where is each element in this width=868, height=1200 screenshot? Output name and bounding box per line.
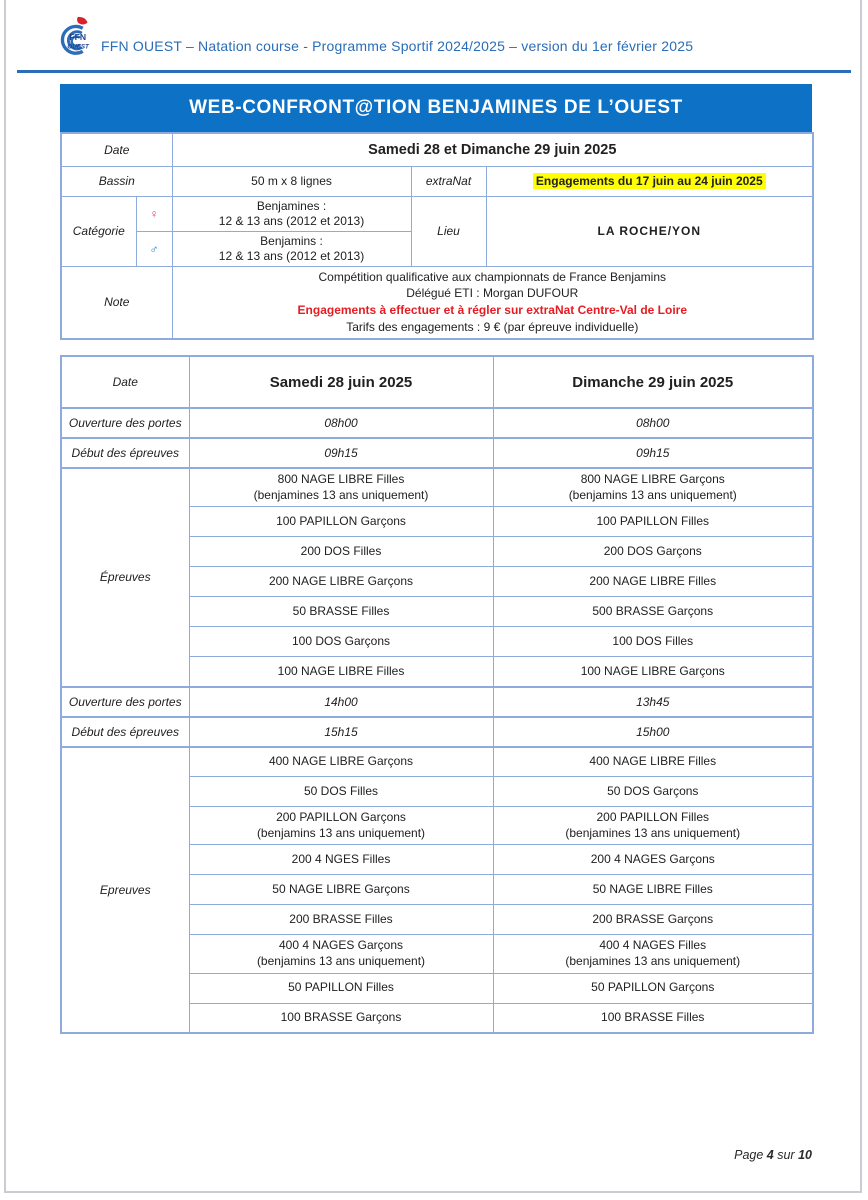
lieu-label: Lieu: [411, 196, 486, 266]
extranat-label: extraNat: [411, 166, 486, 196]
day2-time: 13h45: [493, 687, 813, 717]
day1-event-cell: [189, 1003, 493, 1033]
boys-category-line: 12 & 13 ans (2012 et 2013): [218, 248, 365, 263]
day1-time: 15h15: [189, 717, 493, 747]
day1-event-cell: [189, 468, 493, 507]
event-line: 100 DOS Filles: [612, 633, 694, 648]
schedule-time-row: [61, 438, 813, 468]
session-events-label: Epreuves: [61, 747, 189, 1033]
day2-time: 15h00: [493, 717, 813, 747]
extranat-cell: [486, 166, 813, 196]
note-line: Délégué ETI : Morgan DUFOUR: [406, 286, 579, 301]
day1-event-cell: [189, 845, 493, 875]
bassin-value: 50 m x 8 lignes: [172, 166, 411, 196]
date-value: Samedi 28 et Dimanche 29 juin 2025: [172, 133, 813, 166]
info-row-categorie-girls: [61, 196, 813, 231]
session-events-label: Épreuves: [61, 468, 189, 687]
day1-event-cell: [189, 973, 493, 1003]
event-line: (benjamines 13 ans uniquement): [565, 825, 741, 840]
day2-event-cell: [493, 537, 813, 567]
event-line: 200 PAPILLON Garçons: [276, 810, 406, 825]
note-line: Compétition qualificative aux championnats de France Benjamins: [318, 269, 667, 284]
male-icon: ♂: [136, 231, 172, 266]
footer-page-number: 4: [766, 1148, 774, 1162]
day1-event-cell: [189, 777, 493, 807]
day1-time: 08h00: [189, 408, 493, 438]
day1-event-cell: [189, 597, 493, 627]
event-line: (benjamins 13 ans uniquement): [256, 825, 426, 840]
day2-time: 09h15: [493, 438, 813, 468]
date-label: Date: [61, 133, 172, 166]
event-line: 200 NAGE LIBRE Garçons: [268, 573, 414, 588]
schedule-time-row: [61, 717, 813, 747]
event-line: (benjamins 13 ans uniquement): [256, 953, 426, 968]
female-icon: ♀: [136, 196, 172, 231]
logo-text-ouest: OUEST: [67, 43, 89, 51]
event-line: 200 BRASSE Filles: [289, 912, 393, 927]
girls-category: [172, 196, 411, 231]
day2-event-cell: [493, 845, 813, 875]
boys-category: [172, 231, 411, 266]
event-line: 800 NAGE LIBRE Filles: [277, 472, 405, 486]
event-line: 50 PAPILLON Filles: [288, 980, 394, 995]
doors-open-label: Ouverture des portes: [61, 687, 189, 717]
event-title: WEB-CONFRONT@TION BENJAMINES DE L’OUEST: [189, 97, 683, 118]
event-line: 200 DOS Garçons: [603, 543, 702, 558]
event-line: 100 BRASSE Garçons: [280, 1010, 402, 1025]
day1-time: 14h00: [189, 687, 493, 717]
day1-event-cell: [189, 627, 493, 657]
schedule-header-row: [61, 356, 813, 408]
doors-open-label: Ouverture des portes: [61, 408, 189, 438]
event-line: 500 BRASSE Garçons: [592, 603, 714, 618]
event-line: 200 4 NAGES Garçons: [590, 852, 715, 867]
day2-event-cell: [493, 597, 813, 627]
day1-event-cell: [189, 747, 493, 777]
day1-event-cell: [189, 507, 493, 537]
day2-event-cell: [493, 747, 813, 777]
boys-category-line: Benjamins :: [260, 233, 323, 248]
schedule-day1-header: Samedi 28 juin 2025: [189, 356, 493, 408]
event-line: 200 4 NGES Filles: [291, 852, 391, 867]
event-line: 100 NAGE LIBRE Filles: [277, 663, 405, 678]
day2-event-cell: [493, 875, 813, 905]
event-line: 50 DOS Filles: [303, 783, 379, 798]
day1-event-cell: [189, 905, 493, 935]
day2-event-cell: [493, 1003, 813, 1033]
girls-category-line: Benjamines :: [256, 198, 327, 213]
day2-event-cell: [493, 905, 813, 935]
event-line: 50 DOS Garçons: [607, 783, 699, 798]
event-line: 400 4 NAGES Garçons: [278, 938, 404, 953]
event-line: 100 PAPILLON Garçons: [276, 513, 406, 528]
day1-time: 09h15: [189, 438, 493, 468]
event-info-table: [60, 132, 814, 340]
schedule-event-row: [61, 747, 813, 777]
day2-event-cell: [493, 777, 813, 807]
day1-event-cell: [189, 567, 493, 597]
schedule-event-row: [61, 468, 813, 507]
schedule-table: [60, 355, 814, 1034]
event-line: 100 PAPILLON Filles: [596, 513, 709, 528]
girls-category-line: 12 & 13 ans (2012 et 2013): [218, 213, 365, 228]
day2-event-cell: [493, 567, 813, 597]
info-row-note: [61, 266, 813, 339]
day1-event-cell: [189, 875, 493, 905]
info-row-bassin: [61, 166, 813, 196]
day2-event-cell: [493, 973, 813, 1003]
note-line: Engagements à effectuer et à régler sur extraNat Centre-Val de Loire: [297, 303, 688, 318]
logo-text-ffn: FFN: [69, 31, 87, 42]
venue-name: LA ROCHE/YON: [486, 196, 813, 266]
document-title: FFN OUEST – Natation course - Programme Sportif 2024/2025 – version du 1er février 2025: [101, 38, 694, 54]
footer-sur-word: sur: [777, 1148, 795, 1162]
event-line: 50 NAGE LIBRE Garçons: [272, 882, 410, 897]
day1-event-cell: [189, 807, 493, 845]
event-line: 200 BRASSE Garçons: [592, 912, 714, 927]
events-start-label: Début des épreuves: [61, 717, 189, 747]
info-row-date: [61, 133, 813, 166]
day1-event-cell: [189, 935, 493, 973]
event-line: 200 DOS Filles: [300, 543, 382, 558]
page-edge-left: [4, 0, 6, 1193]
day1-event-cell: [189, 537, 493, 567]
event-line: 100 BRASSE Filles: [601, 1010, 705, 1025]
day2-time: 08h00: [493, 408, 813, 438]
footer-page-word: Page: [734, 1148, 764, 1162]
day2-event-cell: [493, 657, 813, 687]
day2-event-cell: [493, 468, 813, 507]
event-line: (benjamines 13 ans uniquement): [253, 487, 429, 502]
event-line: 800 NAGE LIBRE Garçons: [580, 472, 725, 486]
event-line: 400 4 NAGES Filles: [599, 938, 707, 953]
event-line: (benjamines 13 ans uniquement): [565, 953, 741, 968]
events-start-label: Début des épreuves: [61, 438, 189, 468]
note-line: Tarifs des engagements : 9 € (par épreuve individuelle): [346, 319, 639, 334]
categorie-label: Catégorie: [61, 196, 136, 266]
event-line: 50 PAPILLON Garçons: [591, 980, 715, 995]
header-divider: [17, 70, 851, 73]
event-line: 200 PAPILLON Filles: [596, 810, 709, 825]
page-edge-right: [860, 0, 862, 1193]
event-line: 100 DOS Garçons: [291, 633, 391, 648]
ffn-ouest-logo-icon: [55, 14, 99, 58]
event-line: 50 NAGE LIBRE Filles: [592, 882, 713, 897]
day1-event-cell: [189, 657, 493, 687]
extranat-deadline: Engagements du 17 juin au 24 juin 2025: [533, 173, 766, 189]
schedule-day2-header: Dimanche 29 juin 2025: [493, 356, 813, 408]
schedule-time-row: [61, 687, 813, 717]
event-line: 50 BRASSE Filles: [292, 603, 390, 618]
document-header: [55, 14, 693, 58]
event-line: 400 NAGE LIBRE Filles: [589, 754, 717, 769]
day2-event-cell: [493, 807, 813, 845]
note-content: [172, 266, 813, 339]
schedule-time-row: [61, 408, 813, 438]
bassin-label: Bassin: [61, 166, 172, 196]
day2-event-cell: [493, 935, 813, 973]
event-line: 400 NAGE LIBRE Garçons: [268, 754, 414, 769]
schedule-date-label: Date: [61, 356, 189, 408]
event-line: 200 NAGE LIBRE Filles: [589, 573, 717, 588]
page-footer: [60, 1148, 812, 1162]
note-label: Note: [61, 266, 172, 339]
day2-event-cell: [493, 627, 813, 657]
day2-event-cell: [493, 507, 813, 537]
footer-total-pages: 10: [798, 1148, 812, 1162]
event-line: (benjamins 13 ans uniquement): [568, 487, 737, 502]
page-edge-bottom: [4, 1191, 862, 1193]
event-title-banner: [60, 84, 812, 132]
event-line: 100 NAGE LIBRE Garçons: [580, 663, 725, 678]
